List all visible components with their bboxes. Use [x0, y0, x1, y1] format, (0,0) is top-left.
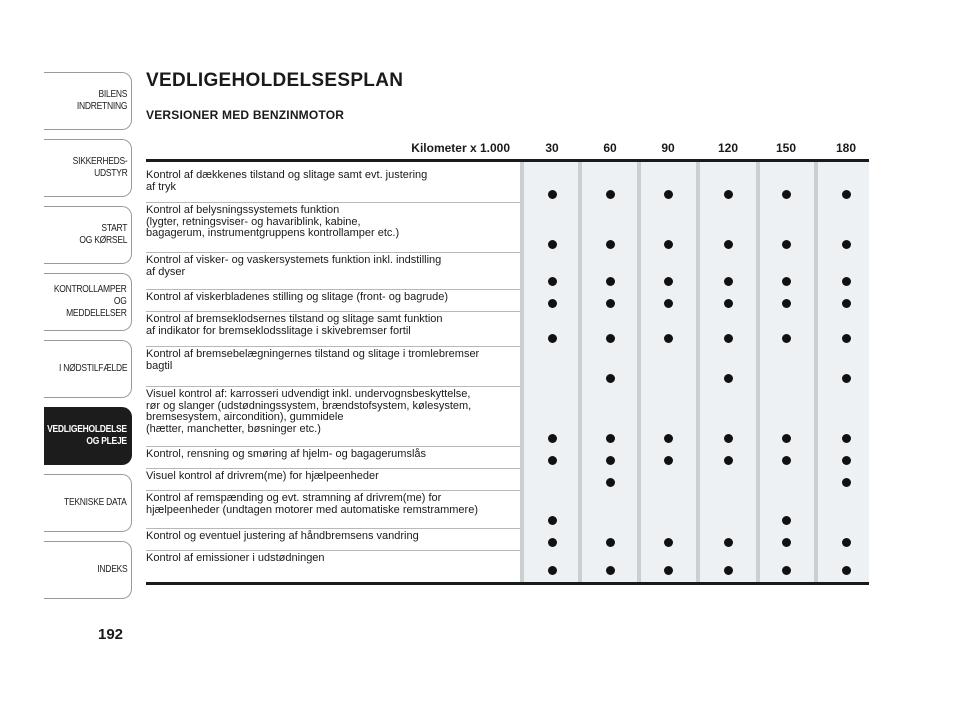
service-dot-180 [842, 240, 851, 249]
service-dot-90 [664, 456, 673, 465]
service-dot-150 [782, 190, 791, 199]
tab-indeks[interactable] [44, 541, 132, 599]
km-column-120: 120 [717, 141, 739, 155]
service-dot-180 [842, 434, 851, 443]
tab-label: INDEKS [96, 564, 127, 575]
tab-label: I NØDSTILFÆLDE [58, 363, 127, 374]
page-subtitle: VERSIONER MED BENZINMOTOR [146, 108, 345, 122]
service-dot-120 [724, 277, 733, 286]
row-description: Visuel kontrol af: karrosseri udvendigt inkl. undervognsbeskyttelse, rør og slanger (udstødningssystem, brændstofsystem, kølesystem, bremsesystem, aircondition), gummidele (hætter, manchetter, bøsninger etc.) [146, 388, 472, 435]
row-description: Kontrol af emissioner i udstødningen [146, 552, 325, 564]
service-dot-60 [606, 538, 615, 547]
service-dot-90 [664, 190, 673, 199]
section-tabs [44, 72, 132, 608]
service-dot-150 [782, 566, 791, 575]
row-description: Kontrol af dækkenes tilstand og slitage samt evt. justering af tryk [146, 169, 428, 193]
tab-label: BILENS INDRETNING [76, 89, 127, 112]
service-dot-90 [664, 538, 673, 547]
service-dot-60 [606, 456, 615, 465]
row-description: Kontrol af visker- og vaskersystemets funktion inkl. indstilling af dyser [146, 254, 442, 278]
tab-kontrollamper[interactable] [44, 273, 132, 331]
km-label: Kilometer x 1.000 [411, 141, 510, 155]
tab-label: START OG KØRSEL [79, 223, 127, 246]
service-dot-120 [724, 456, 733, 465]
service-dot-60 [606, 240, 615, 249]
schedule-row [146, 347, 869, 387]
service-dot-90 [664, 277, 673, 286]
row-description: Kontrol af belysningssystemets funktion (lygter, retningsviser- og havariblink, kabine, bagagerum, instrumentgruppens kontrollamper etc.) [146, 204, 400, 240]
schedule-row [146, 387, 869, 447]
service-dot-150 [782, 240, 791, 249]
service-dot-180 [842, 566, 851, 575]
km-column-60: 60 [603, 141, 617, 155]
service-dot-150 [782, 456, 791, 465]
tab-sikkerhedsudstyr[interactable] [44, 139, 132, 197]
service-dot-30 [548, 516, 557, 525]
page-number: 192 [98, 626, 124, 643]
service-dot-30 [548, 240, 557, 249]
service-dot-90 [664, 434, 673, 443]
service-dot-30 [548, 334, 557, 343]
tab-i-nodstilfaelde[interactable] [44, 340, 132, 398]
row-description: Kontrol, rensning og smøring af hjelm- og bagagerumslås [146, 448, 427, 460]
service-dot-150 [782, 516, 791, 525]
tab-label: VEDLIGEHOLDELSE OG PLEJE [47, 424, 127, 447]
service-dot-150 [782, 434, 791, 443]
km-column-180: 180 [835, 141, 857, 155]
km-column-150: 150 [775, 141, 797, 155]
schedule-row [146, 469, 869, 491]
service-dot-180 [842, 374, 851, 383]
row-description: Kontrol af bremsebelægningernes tilstand og slitage i tromlebremser bagtil [146, 348, 480, 372]
service-dot-180 [842, 334, 851, 343]
service-dot-120 [724, 374, 733, 383]
service-dot-150 [782, 334, 791, 343]
footer-rule [146, 582, 869, 585]
service-dot-30 [548, 566, 557, 575]
header-rule [146, 159, 869, 162]
service-dot-180 [842, 277, 851, 286]
service-dot-150 [782, 299, 791, 308]
service-dot-60 [606, 566, 615, 575]
service-dot-60 [606, 277, 615, 286]
service-dot-90 [664, 334, 673, 343]
service-dot-180 [842, 478, 851, 487]
service-dot-180 [842, 299, 851, 308]
service-dot-150 [782, 538, 791, 547]
service-dot-120 [724, 334, 733, 343]
service-dot-180 [842, 190, 851, 199]
service-dot-30 [548, 456, 557, 465]
service-dot-120 [724, 190, 733, 199]
row-description: Kontrol af viskerbladenes stilling og slitage (front- og bagrude) [146, 291, 449, 303]
tab-vedligeholdelse[interactable] [44, 407, 132, 465]
service-dot-60 [606, 478, 615, 487]
tab-start-og-korsel[interactable] [44, 206, 132, 264]
service-dot-120 [724, 434, 733, 443]
schedule-row [146, 312, 869, 347]
service-dot-120 [724, 538, 733, 547]
service-dot-180 [842, 456, 851, 465]
schedule-row [146, 203, 869, 253]
schedule-row [146, 168, 869, 203]
schedule-header [146, 138, 869, 160]
tab-label: KONTROLLAMPER OG MEDDELELSER [54, 284, 127, 319]
service-dot-90 [664, 240, 673, 249]
service-dot-60 [606, 334, 615, 343]
schedule-row [146, 491, 869, 529]
service-dot-60 [606, 190, 615, 199]
service-dot-60 [606, 374, 615, 383]
service-dot-120 [724, 240, 733, 249]
row-description: Kontrol af bremseklodsernes tilstand og slitage samt funktion af indikator for bremseklodsslitage i skivebremser fortil [146, 313, 443, 337]
service-dot-30 [548, 434, 557, 443]
schedule-row [146, 529, 869, 551]
service-dot-30 [548, 538, 557, 547]
service-dot-60 [606, 434, 615, 443]
service-dot-30 [548, 190, 557, 199]
schedule-row [146, 253, 869, 290]
tab-bilens-indretning[interactable] [44, 72, 132, 130]
service-dot-150 [782, 277, 791, 286]
service-dot-180 [842, 538, 851, 547]
km-column-30: 30 [545, 141, 559, 155]
service-dot-30 [548, 277, 557, 286]
row-description: Visuel kontrol af drivrem(me) for hjælpeenheder [146, 470, 379, 482]
service-dot-30 [548, 299, 557, 308]
page-title: VEDLIGEHOLDELSESPLAN [146, 70, 404, 91]
service-dot-90 [664, 299, 673, 308]
service-dot-90 [664, 566, 673, 575]
service-dot-60 [606, 299, 615, 308]
row-description: Kontrol og eventuel justering af håndbremsens vandring [146, 530, 419, 542]
row-description: Kontrol af remspænding og evt. stramning af drivrem(me) for hjælpeenheder (undtagen motorer med automatiske remstrammere) [146, 492, 478, 516]
service-dot-120 [724, 299, 733, 308]
km-column-90: 90 [661, 141, 675, 155]
tab-tekniske-data[interactable] [44, 474, 132, 532]
schedule-row [146, 551, 869, 579]
schedule-row [146, 447, 869, 469]
tab-label: SIKKERHEDS- UDSTYR [72, 156, 127, 179]
schedule-row [146, 290, 869, 312]
service-dot-120 [724, 566, 733, 575]
tab-label: TEKNISKE DATA [64, 497, 127, 508]
